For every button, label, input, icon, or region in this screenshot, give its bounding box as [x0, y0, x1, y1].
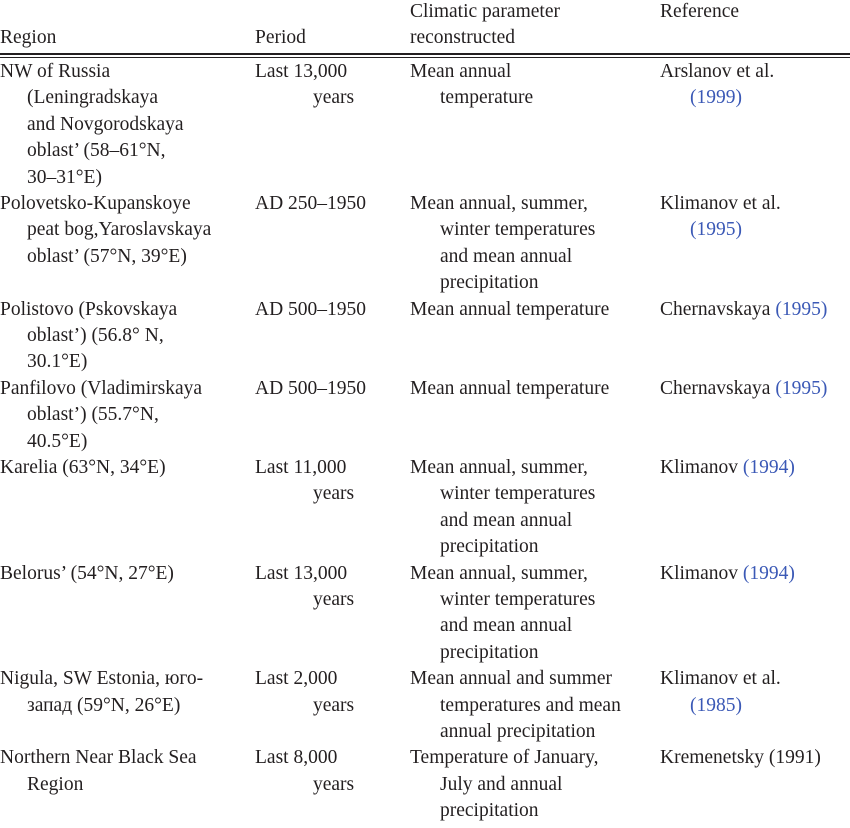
period-text: Last 2,000 [255, 668, 338, 690]
reference-text: Klimanov et al. [660, 668, 781, 690]
reference-text: Klimanov [660, 562, 743, 584]
region-cell [0, 745, 197, 798]
climatic-text: Temperature of January, [410, 747, 599, 769]
region-line [0, 165, 184, 191]
region-text: Northern Near Black Sea [0, 747, 197, 769]
climatic-cell [410, 297, 609, 323]
table-row [0, 59, 850, 191]
region-line [0, 217, 211, 243]
period-line [255, 455, 354, 481]
table-row [0, 455, 850, 561]
region-line [0, 402, 202, 428]
reference-cell [660, 561, 795, 587]
region-cell [0, 191, 211, 270]
citation-year-link[interactable]: (1995) [775, 377, 828, 399]
period-text: Last 8,000 [255, 747, 338, 769]
region-cell [0, 297, 177, 376]
climatic-text: Mean annual, summer, [410, 456, 588, 478]
region-text: Polistovo (Pskovskaya [0, 298, 178, 320]
climatic-cell [410, 745, 599, 824]
region-line [0, 349, 177, 375]
climatic-line [410, 59, 533, 85]
reference-text: Klimanov et al. [660, 193, 781, 214]
climatic-cell [410, 455, 595, 561]
region-text: запад (59°N, 26°E) [27, 694, 181, 716]
region-line [0, 244, 211, 270]
citation-year-link[interactable]: (1999) [690, 87, 742, 109]
region-text: 40.5°E) [27, 430, 88, 452]
period-text: years [313, 87, 355, 109]
period-line [255, 297, 366, 323]
climatic-text: Mean annual, summer, [410, 562, 588, 584]
climatic-text: July and annual [440, 773, 563, 795]
reference-cell [660, 745, 821, 771]
table-row [0, 191, 850, 297]
period-text: years [313, 483, 355, 505]
region-text: (Leningradskaya [27, 87, 159, 109]
region-text: oblast’ (58–61°N, [27, 140, 166, 162]
region-cell [0, 455, 166, 481]
climatic-text: Mean annual and summer [410, 668, 612, 690]
reference-line [660, 376, 827, 402]
region-text: oblast’) (55.7°N, [27, 404, 159, 426]
region-line [0, 693, 203, 719]
climatic-text: Mean annual, summer, [410, 193, 588, 214]
climatic-text: annual precipitation [440, 720, 596, 742]
region-text: Belorus’ (54°N, 27°E) [0, 562, 174, 584]
region-text: Nigula, SW Estonia, юго- [0, 668, 204, 690]
region-line [0, 455, 166, 481]
climatic-line [410, 297, 609, 323]
region-line [0, 561, 174, 587]
citation-year-link[interactable]: (1995) [690, 219, 742, 241]
region-cell [0, 376, 202, 455]
period-text: Last 13,000 [255, 562, 348, 584]
period-line [255, 693, 354, 719]
period-line [255, 481, 354, 507]
region-text: and Novgorodskaya [27, 113, 184, 135]
table-row [0, 297, 850, 376]
period-text: years [313, 588, 355, 610]
period-cell [255, 455, 354, 508]
climatic-text: winter temperatures [440, 483, 596, 505]
climatic-line [410, 191, 595, 217]
table-header [0, 0, 850, 56]
region-cell [0, 561, 174, 587]
period-text: years [313, 773, 355, 795]
period-line [255, 666, 354, 692]
region-text: Karelia (63°N, 34°E) [0, 456, 166, 478]
climatic-line [410, 719, 621, 745]
climatic-cell [410, 59, 533, 112]
region-line [0, 323, 177, 349]
reference-text: Kremenetsky (1991) [660, 747, 821, 769]
climatic-line [410, 772, 599, 798]
region-cell [0, 666, 203, 719]
climatic-text: Mean annual temperature [410, 298, 610, 320]
climatic-text: temperatures and mean [440, 694, 621, 716]
climatic-line [410, 613, 595, 639]
period-line [255, 376, 366, 402]
region-line [0, 772, 197, 798]
period-cell [255, 191, 366, 217]
period-line [255, 587, 354, 613]
reference-line [660, 455, 795, 481]
climatic-text: Mean annual temperature [410, 377, 610, 399]
climatic-line [410, 244, 595, 270]
region-line [0, 666, 203, 692]
period-text: AD 250–1950 [255, 193, 367, 214]
region-line [0, 745, 197, 771]
region-line [0, 59, 184, 85]
region-text: oblast’ (57°N, 39°E) [27, 245, 187, 267]
reference-line [660, 745, 821, 771]
period-cell [255, 745, 354, 798]
climatic-text: precipitation [440, 536, 539, 558]
period-line [255, 772, 354, 798]
reference-line [660, 191, 781, 217]
region-line [0, 376, 202, 402]
reference-cell [660, 376, 827, 402]
region-text: Polovetsko-Kupanskoye [0, 193, 191, 214]
period-text: Last 13,000 [255, 61, 348, 82]
period-cell [255, 59, 354, 112]
reference-cell [660, 666, 781, 719]
reference-line [660, 217, 781, 243]
period-cell [255, 666, 354, 719]
reference-line [660, 561, 795, 587]
header-reference: Reference [660, 1, 740, 22]
reference-text: Arslanov et al. [660, 61, 775, 82]
period-line [255, 745, 354, 771]
header-region: Region [0, 27, 57, 48]
period-line [255, 561, 354, 587]
table-row [0, 561, 850, 667]
reference-line [660, 693, 781, 719]
region-line [0, 429, 202, 455]
citation-year-link[interactable]: (1994) [742, 456, 795, 478]
region-line [0, 297, 177, 323]
climatic-text: precipitation [440, 272, 539, 294]
region-line [0, 191, 211, 217]
reference-text: Chernavskaya [660, 298, 776, 320]
climatic-line [410, 693, 621, 719]
climatic-text: precipitation [440, 641, 539, 663]
table-row [0, 745, 850, 824]
climatic-line [410, 455, 595, 481]
header-rule-top [0, 53, 850, 55]
reference-cell [660, 191, 781, 244]
region-line [0, 112, 184, 138]
citation-year-link[interactable]: (1994) [742, 562, 795, 584]
citation-year-link[interactable]: (1985) [690, 694, 742, 716]
reference-line [660, 85, 774, 111]
period-text: Last 11,000 [255, 456, 347, 478]
climatic-text: winter temperatures [440, 219, 596, 241]
climatic-text: temperature [440, 87, 534, 109]
climatic-line [410, 561, 595, 587]
period-cell [255, 297, 366, 323]
period-cell [255, 561, 354, 614]
climatic-line [410, 85, 533, 111]
climatic-line [410, 640, 595, 666]
climatic-line [410, 798, 599, 824]
reference-cell [660, 455, 795, 481]
region-cell [0, 59, 184, 191]
reference-text: Klimanov [660, 456, 743, 478]
climatic-cell [410, 376, 609, 402]
header-rule-bottom [0, 57, 850, 59]
region-line [0, 138, 184, 164]
climatic-line [410, 745, 599, 771]
climatic-text: and mean annual [440, 509, 573, 531]
climatic-text: and mean annual [440, 615, 573, 637]
region-text: Panfilovo (Vladimirskaya [0, 377, 202, 399]
climatic-line [410, 481, 595, 507]
climatic-line [410, 534, 595, 560]
climatic-text: winter temperatures [440, 588, 596, 610]
climatic-cell [410, 666, 621, 745]
table-body [0, 59, 850, 825]
period-line [255, 191, 366, 217]
period-cell [255, 376, 366, 402]
header-climatic-line2: reconstructed [410, 27, 516, 48]
period-text: AD 500–1950 [255, 377, 367, 399]
table-row [0, 376, 850, 455]
header-climatic-line1: Climatic parameter [410, 1, 560, 22]
climatic-line [410, 508, 595, 534]
climatic-line [410, 217, 595, 243]
region-text: 30.1°E) [27, 351, 88, 373]
climatic-text: Mean annual [410, 61, 512, 82]
climatic-line [410, 270, 595, 296]
region-text: oblast’) (56.8° N, [27, 324, 164, 346]
climatic-line [410, 376, 609, 402]
reference-line [660, 297, 827, 323]
climatic-text: and mean annual [440, 245, 573, 267]
period-text: AD 500–1950 [255, 298, 367, 320]
reference-line [660, 666, 781, 692]
reference-cell [660, 59, 774, 112]
period-line [255, 59, 354, 85]
citation-year-link[interactable]: (1995) [775, 298, 828, 320]
table-row [0, 666, 850, 745]
region-text: 30–31°E) [27, 166, 102, 188]
period-line [255, 85, 354, 111]
reference-text: Chernavskaya [660, 377, 776, 399]
header-period: Period [255, 27, 306, 48]
region-line [0, 85, 184, 111]
climatic-cell [410, 561, 595, 667]
region-text: Region [27, 773, 84, 795]
reference-cell [660, 297, 827, 323]
region-text: peat bog,Yaroslavskaya [27, 219, 212, 241]
region-text: NW of Russia [0, 61, 111, 82]
reference-line [660, 59, 774, 85]
climatic-cell [410, 191, 595, 297]
period-text: years [313, 694, 355, 716]
climatic-line [410, 666, 621, 692]
climatic-text: precipitation [440, 800, 539, 822]
climatic-line [410, 587, 595, 613]
